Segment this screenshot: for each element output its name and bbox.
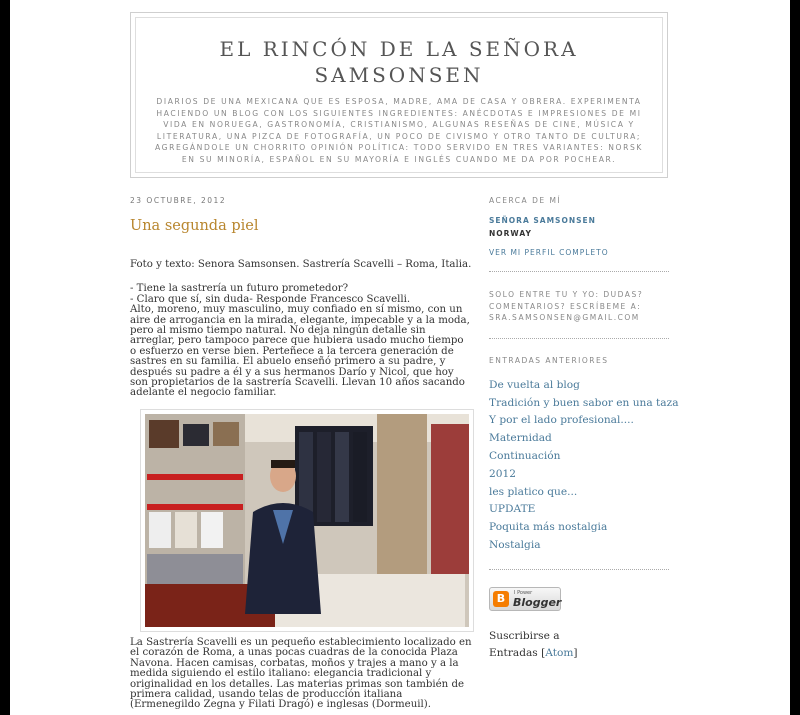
- post-date: 23 OCTUBRE, 2012: [130, 196, 227, 205]
- tailor-shop-illustration: [145, 414, 469, 627]
- archive-item[interactable]: Nostalgia: [489, 538, 541, 551]
- archive-item[interactable]: Maternidad: [489, 432, 552, 445]
- tailor-shop-photo: [145, 414, 469, 627]
- post-answer: - Claro que sí, sin duda- Responde Francesco Scavelli.: [130, 293, 411, 305]
- blog-description: DIARIOS DE UNA MEXICANA QUE ES ESPOSA, MADRE, AMA DE CASA Y OBRERA. EXPERIMENTA HACIENDO UN BLOG CON LOS SIGUIENTES INGREDIENTES: ANÉCDOTAS E IMPRESIONES DE MI VIDA EN NORUEGA, GASTRONOMÍA, CRISTIANISMO, ALGUNAS RESEÑAS DE CINE, MÚSICA Y LITERATURA, UNA PIZCA DE FOTOGRAFÍA, UN POCO DE CIVISMO Y OTRO TANTO DE CULTURA; AGREGÁNDOLE UN CHORRITO OPINIÓN POLÍTICA: TODO SERVIDO EN TRES VARIANTES: NORSK EN SU MINORÍA, ESPAÑOL EN SU MAYORÍA E INGLÉS CUANDO ME DA POR POCHEAR.: [154, 97, 644, 164]
- archive-item[interactable]: 2012: [489, 467, 516, 480]
- subscribe-entries: Entradas [Atom]: [489, 646, 578, 659]
- divider: [489, 338, 669, 339]
- post-photo[interactable]: [140, 409, 474, 632]
- powered-by-blogger-badge[interactable]: [489, 587, 561, 611]
- subscribe-block: [489, 628, 669, 662]
- post: [130, 196, 472, 711]
- archive-item[interactable]: De vuelta al blog: [489, 378, 580, 391]
- post-paragraph: Alto, moreno, muy masculino, muy confiado en sí mismo, con un aire de arrogancia en la mirada, elegante, impecable y a la moda, pero al mismo tiempo natural. No deja ningún detalle sin arreglar, pero tampoco parece que hubiera usado mucho tiempo o esfuerzo en verse bien. Perteñece a la tercera generación de sastres en su familia. El abuelo enseñó primero a su padre, y después su padre a él y a sus hermanos Darío y Nicol, que hoy son propietarios de la sastrería Scavelli. Llevan 10 años sacando adelante el negocio familiar.: [130, 304, 470, 399]
- archive-item[interactable]: Poquita más nostalgia: [489, 521, 608, 534]
- post-title[interactable]: Una segunda piel: [130, 218, 259, 234]
- photo-credit: Foto y texto: Senora Samsonsen. Sastrería Scavelli – Roma, Italia.: [130, 259, 472, 270]
- blogger-logo-icon: B: [493, 591, 509, 607]
- archive-heading: ENTRADAS ANTERIORES: [489, 355, 609, 365]
- archive-item[interactable]: UPDATE: [489, 503, 536, 516]
- blog-header: [130, 12, 668, 178]
- badge-small-text: I Power: [514, 589, 533, 596]
- archive-item[interactable]: Continuación: [489, 449, 561, 462]
- entries-label: Entradas: [489, 646, 538, 659]
- post-question: - Tiene la sastrería un futuro prometedor?: [130, 283, 349, 295]
- badge-big-text: Blogger: [513, 595, 562, 609]
- post-paragraph-2: La Sastrería Scavelli es un pequeño establecimiento localizado en el corazón de Roma, a unas pocas cuadras de la conocida Plaza Navona. Hacen camisas, corbatas, moños y trajes a mano y a la medida siguiendo el estilo italiano: elegancia tradicional y originalidad en los detalles. Las materias primas son también de primera calidad, usando telas de producción italiana (Ermenegildo Zegna y Filati Dragó) e inglesas (Dormeuil).: [130, 636, 472, 711]
- post-body: [130, 260, 472, 711]
- archive-item[interactable]: les platico que...: [489, 485, 578, 498]
- archive-list: [489, 377, 679, 555]
- divider: [489, 569, 669, 570]
- archive-item[interactable]: Tradición y buen sabor en una taza: [489, 396, 679, 409]
- page: [10, 0, 790, 715]
- subscribe-label: Suscribirse a: [489, 629, 560, 642]
- archive-item[interactable]: Y por el lado profesional....: [489, 414, 634, 427]
- contact-text: SOLO ENTRE TU Y YO: DUDAS? COMENTARIOS? ESCRÍBEME A: SRA.SAMSONSEN@GMAIL.COM: [489, 290, 644, 323]
- profile-location: NORWAY: [489, 229, 532, 238]
- sidebar: [489, 196, 679, 662]
- blog-header-inner: [135, 17, 663, 173]
- divider: [489, 271, 669, 272]
- profile-name-link[interactable]: SEÑORA SAMSONSEN: [489, 216, 596, 225]
- about-heading: ACERCA DE MÍ: [489, 196, 562, 205]
- blog-title[interactable]: EL RINCÓN DE LA SEÑORA SAMSONSEN: [219, 37, 579, 87]
- full-profile-link[interactable]: VER MI PERFIL COMPLETO: [489, 248, 609, 257]
- atom-link[interactable]: Atom: [545, 646, 574, 659]
